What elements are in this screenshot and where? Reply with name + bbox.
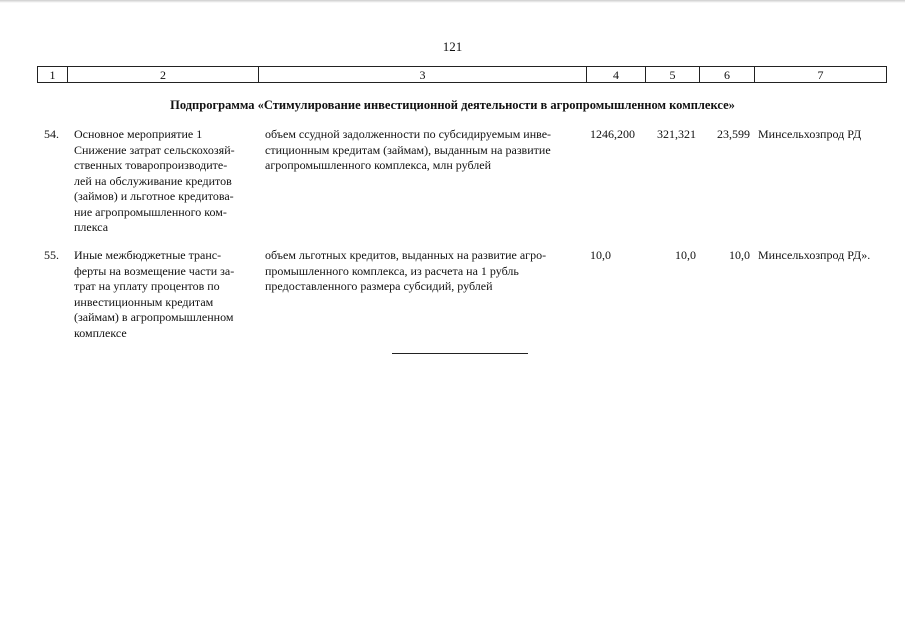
description-line: инвестиционным кредитам [74, 294, 214, 309]
indicator-line: объем ссудной задолженности по субсидируемым инве- [265, 127, 552, 141]
description-line: комплексе [74, 325, 127, 340]
page-number: 121 [442, 39, 463, 54]
row-description [74, 127, 254, 236]
column-number-header [37, 66, 887, 83]
row-value-1: 10,0 [590, 248, 611, 262]
section-title: Подпрограмма «Стимулирование инвестиционной деятельности в агропромышленном комплексе» [170, 98, 735, 112]
description-line: ственных товаропроизводите- [74, 158, 228, 172]
row-description [74, 248, 254, 341]
header-col-3: 3 [259, 67, 587, 83]
description-line: трат на уплату процентов по [74, 279, 220, 293]
description-line: лей на обслуживание кредитов [74, 173, 232, 188]
description-line: Основное мероприятие 1 [74, 127, 203, 141]
indicator-line: агропромышленного комплекса, млн рублей [265, 158, 492, 172]
description-line: Снижение затрат сельскохозяй- [74, 142, 235, 157]
row-value-1: 1246,200 [590, 127, 635, 141]
row-value-2: 321,321 [657, 127, 696, 141]
row-executor: Минсельхозпрод РД». [758, 248, 871, 262]
row-number: 54. [44, 127, 59, 141]
row-executor: Минсельхозпрод РД [758, 127, 862, 141]
header-col-2: 2 [68, 67, 259, 83]
indicator-line: предоставленного размера субсидий, рублей [265, 279, 493, 293]
header-col-7: 7 [755, 67, 887, 83]
row-number: 55. [44, 248, 59, 262]
header-col-1: 1 [38, 67, 68, 83]
indicator-line: объем льготных кредитов, выданных на развитие агро- [265, 248, 547, 262]
header-col-6: 6 [700, 67, 755, 83]
description-line: (займов) и льготное кредитова- [74, 189, 234, 203]
header-row [38, 67, 887, 83]
row-value-3: 10,0 [729, 248, 750, 262]
scan-edge [0, 0, 905, 3]
indicator-line: стиционным кредитам (займам), выданным на развитие [265, 142, 551, 157]
closing-rule [392, 353, 528, 354]
description-line: ферты на возмещение части за- [74, 263, 235, 278]
description-line: Иные межбюджетные транс- [74, 248, 222, 262]
row-value-2: 10,0 [675, 248, 696, 262]
description-line: ние агропромышленного ком- [74, 204, 227, 219]
row-value-3: 23,599 [717, 127, 750, 141]
header-col-5: 5 [646, 67, 700, 83]
description-line: плекса [74, 220, 109, 234]
row-indicator [265, 127, 580, 174]
description-line: (займам) в агропромышленном [74, 310, 234, 324]
header-col-4: 4 [587, 67, 646, 83]
row-indicator [265, 248, 580, 295]
indicator-line: промышленного комплекса, из расчета на 1 рубль [265, 263, 519, 278]
